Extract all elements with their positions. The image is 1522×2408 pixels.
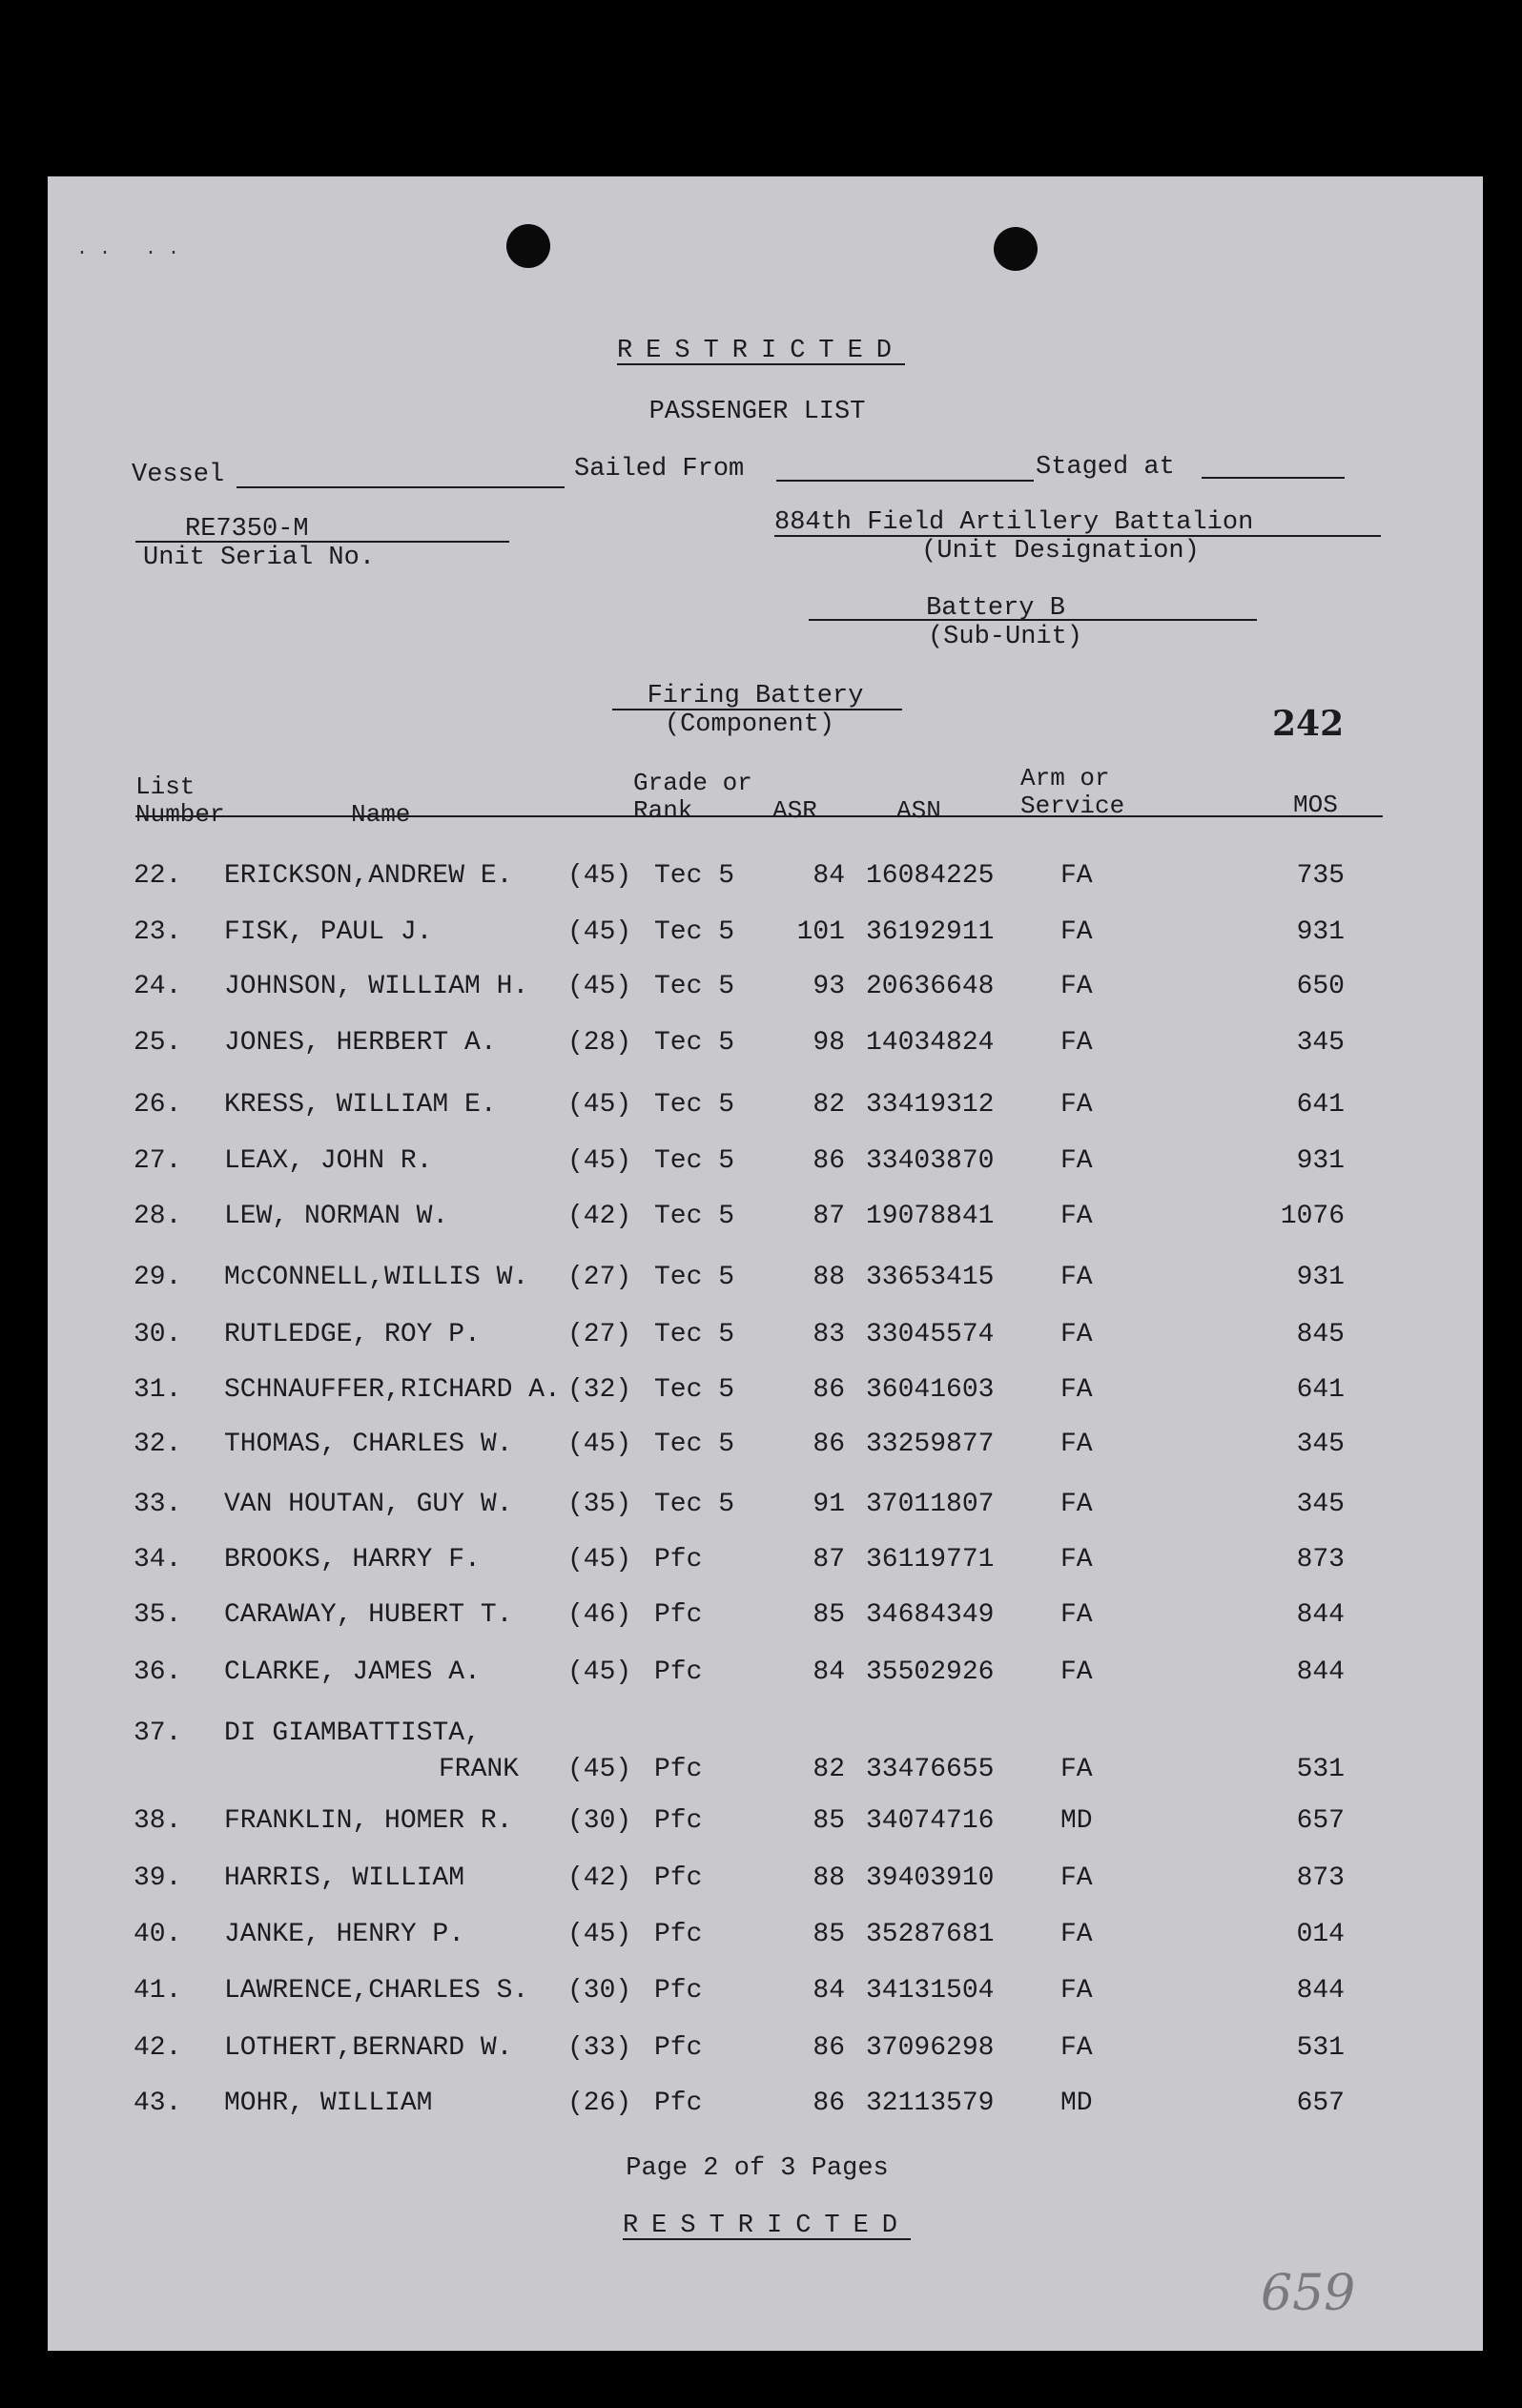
passenger-asn: 34074716 (866, 1806, 995, 1836)
passenger-name: RUTLEDGE, ROY P. (224, 1320, 481, 1349)
passenger-asr: 86 (812, 1375, 845, 1405)
passenger-mos: 931 (1296, 1263, 1345, 1292)
passenger-name: ERICKSON,ANDREW E. (224, 861, 513, 891)
passenger-age: (45) (567, 1657, 632, 1687)
row-number: 42. (134, 2033, 182, 2063)
passenger-mos: 641 (1296, 1375, 1345, 1405)
passenger-asn: 36119771 (866, 1545, 995, 1574)
passenger-arm: FA (1060, 1920, 1093, 1949)
table-row (48, 861, 1483, 899)
passenger-age: (42) (567, 1202, 632, 1231)
table-row (48, 1719, 1483, 1784)
passenger-name: FRANKLIN, HOMER R. (224, 1806, 513, 1836)
row-number: 36. (134, 1657, 182, 1687)
table-row (48, 1863, 1483, 1902)
table-row (48, 1490, 1483, 1528)
component-value: Firing Battery (647, 682, 864, 710)
passenger-name: McCONNELL,WILLIS W. (224, 1263, 529, 1292)
passenger-asn: 35287681 (866, 1920, 995, 1949)
passenger-mos: 345 (1296, 1490, 1345, 1519)
passenger-grade: Tec 5 (654, 1146, 735, 1176)
passenger-list-page (48, 176, 1483, 2351)
sub-unit-line (809, 619, 1257, 621)
passenger-asn: 37096298 (866, 2033, 995, 2063)
col-asn: ASN (896, 796, 941, 825)
passenger-mos: 844 (1296, 1600, 1345, 1630)
row-number: 38. (134, 1806, 182, 1836)
passenger-grade: Tec 5 (654, 1375, 735, 1405)
passenger-asn: 19078841 (866, 1202, 995, 1231)
passenger-arm: FA (1060, 1976, 1093, 2006)
passenger-asr: 87 (812, 1545, 845, 1574)
row-number: 40. (134, 1920, 182, 1949)
passenger-name: JOHNSON, WILLIAM H. (224, 972, 529, 1001)
passenger-name: BROOKS, HARRY F. (224, 1545, 481, 1574)
passenger-mos: 531 (1296, 1755, 1345, 1784)
table-row (48, 1430, 1483, 1468)
passenger-age: (33) (567, 2033, 632, 2063)
passenger-asr: 82 (812, 1090, 845, 1120)
passenger-age: (27) (567, 1320, 632, 1349)
passenger-name: FISK, PAUL J. (224, 917, 433, 947)
passenger-age: (46) (567, 1600, 632, 1630)
passenger-asr: 86 (812, 2089, 845, 2118)
passenger-age: (45) (567, 861, 632, 891)
passenger-grade: Pfc (654, 1976, 703, 2006)
passenger-age: (45) (567, 1755, 632, 1784)
staged-at-field-line (1202, 477, 1345, 479)
row-number: 29. (134, 1263, 182, 1292)
passenger-name: JONES, HERBERT A. (224, 1028, 497, 1058)
passenger-mos: 345 (1296, 1028, 1345, 1058)
row-number: 23. (134, 917, 182, 947)
row-number: 26. (134, 1090, 182, 1120)
passenger-asn: 14034824 (866, 1028, 995, 1058)
passenger-mos: 845 (1296, 1320, 1345, 1349)
passenger-asr: 86 (812, 1430, 845, 1459)
row-number: 41. (134, 1976, 182, 2006)
col-mos: MOS (1293, 791, 1338, 819)
col-grade-line2: Rank (633, 796, 693, 825)
col-arm (1020, 765, 1124, 820)
passenger-mos: 1076 (1280, 1202, 1345, 1231)
col-asr: ASR (772, 796, 817, 825)
restricted-footer: RESTRICTED (622, 2212, 912, 2240)
passenger-age: (30) (567, 1806, 632, 1836)
passenger-asn: 36041603 (866, 1375, 995, 1405)
table-row (48, 1806, 1483, 1844)
unit-serial-value: RE7350-M (185, 515, 309, 544)
unit-designation-label: (Unit Designation) (921, 537, 1200, 566)
row-number: 25. (134, 1028, 182, 1058)
passenger-age: (45) (567, 1920, 632, 1949)
row-number: 35. (134, 1600, 182, 1630)
passenger-asr: 88 (812, 1863, 845, 1893)
passenger-mos: 844 (1296, 1976, 1345, 2006)
col-grade-line1: Grade or (633, 769, 752, 797)
passenger-mos: 657 (1296, 1806, 1345, 1836)
passenger-arm: FA (1060, 1090, 1093, 1120)
passenger-grade: Pfc (654, 1863, 703, 1893)
table-row (48, 1375, 1483, 1413)
staged-at-label: Staged at (1036, 453, 1175, 482)
passenger-grade: Pfc (654, 1920, 703, 1949)
sub-unit-label: (Sub-Unit) (927, 623, 1083, 651)
passenger-grade: Pfc (654, 2033, 703, 2063)
passenger-grade: Tec 5 (654, 861, 735, 891)
passenger-grade: Tec 5 (654, 1202, 735, 1231)
passenger-age: (45) (567, 917, 632, 947)
passenger-grade: Tec 5 (654, 1090, 735, 1120)
passenger-asr: 87 (812, 1202, 845, 1231)
row-number: 30. (134, 1320, 182, 1349)
table-row (48, 1090, 1483, 1128)
passenger-name: JANKE, HENRY P. (224, 1920, 465, 1949)
passenger-asn: 33653415 (866, 1263, 995, 1292)
row-number: 27. (134, 1146, 182, 1176)
passenger-asn: 33419312 (866, 1090, 995, 1120)
row-number: 34. (134, 1545, 182, 1574)
table-row (48, 1320, 1483, 1358)
table-row (48, 1920, 1483, 1958)
passenger-asn: 20636648 (866, 972, 995, 1001)
passenger-arm: FA (1060, 972, 1093, 1001)
col-list-number-line2: Number (135, 800, 225, 829)
passenger-asn: 37011807 (866, 1490, 995, 1519)
passenger-name: CLARKE, JAMES A. (224, 1657, 481, 1687)
passenger-mos: 873 (1296, 1545, 1345, 1574)
passenger-arm: FA (1060, 1863, 1093, 1893)
col-arm-line2: Service (1020, 792, 1125, 820)
row-number: 43. (134, 2089, 182, 2118)
column-header-rule (135, 815, 1383, 817)
passenger-name: HARRIS, WILLIAM (224, 1863, 465, 1893)
passenger-asr: 88 (812, 1263, 845, 1292)
passenger-asr: 101 (796, 917, 845, 947)
col-list-number (135, 773, 225, 829)
passenger-mos: 735 (1296, 861, 1345, 891)
passenger-mos: 650 (1296, 972, 1345, 1001)
passenger-arm: FA (1060, 1375, 1093, 1405)
table-row (48, 1976, 1483, 2014)
passenger-grade: Tec 5 (654, 972, 735, 1001)
passenger-age: (45) (567, 972, 632, 1001)
passenger-arm: FA (1060, 1490, 1093, 1519)
passenger-name: LEW, NORMAN W. (224, 1202, 449, 1231)
component-label: (Component) (664, 710, 835, 739)
row-number: 33. (134, 1490, 182, 1519)
passenger-asr: 84 (812, 1657, 845, 1687)
passenger-arm: MD (1060, 1806, 1093, 1836)
passenger-arm: FA (1060, 1545, 1093, 1574)
unit-serial-label: Unit Serial No. (143, 544, 376, 572)
passenger-arm: FA (1060, 1657, 1093, 1687)
col-arm-line1: Arm or (1020, 764, 1110, 792)
row-number: 28. (134, 1202, 182, 1231)
passenger-asr: 82 (812, 1755, 845, 1784)
passenger-asn: 33476655 (866, 1755, 995, 1784)
passenger-grade: Pfc (654, 1657, 703, 1687)
passenger-age: (27) (567, 1263, 632, 1292)
table-row (48, 2089, 1483, 2127)
row-number: 22. (134, 861, 182, 891)
passenger-asr: 93 (812, 972, 845, 1001)
vessel-label: Vessel (132, 461, 225, 489)
sub-unit-value: Battery B (926, 594, 1065, 623)
passenger-grade: Tec 5 (654, 1028, 735, 1058)
passenger-mos: 931 (1296, 1146, 1345, 1176)
passenger-age: (35) (567, 1490, 632, 1519)
punch-hole-left (506, 224, 550, 268)
passenger-asr: 85 (812, 1600, 845, 1630)
passenger-grade: Pfc (654, 1545, 703, 1574)
passenger-name: KRESS, WILLIAM E. (224, 1090, 497, 1120)
row-number: 39. (134, 1863, 182, 1893)
passenger-mos: 014 (1296, 1920, 1345, 1949)
row-number: 37. (134, 1719, 182, 1748)
passenger-age: (26) (567, 2089, 632, 2118)
table-row (48, 1657, 1483, 1696)
passenger-arm: FA (1060, 917, 1093, 947)
passenger-arm: FA (1060, 861, 1093, 891)
table-row (48, 917, 1483, 956)
unit-designation-value: 884th Field Artillery Battalion (774, 508, 1254, 537)
passenger-arm: FA (1060, 2033, 1093, 2063)
passenger-asr: 86 (812, 2033, 845, 2063)
passenger-arm: FA (1060, 1028, 1093, 1058)
passenger-age: (45) (567, 1090, 632, 1120)
passenger-grade: Tec 5 (654, 1263, 735, 1292)
table-row (48, 1146, 1483, 1184)
punch-hole-right (994, 227, 1038, 271)
passenger-asn: 33403870 (866, 1146, 995, 1176)
passenger-asr: 85 (812, 1920, 845, 1949)
sailed-from-label: Sailed From (574, 455, 745, 484)
passenger-grade: Tec 5 (654, 1320, 735, 1349)
passenger-name: LEAX, JOHN R. (224, 1146, 433, 1176)
passenger-grade: Tec 5 (654, 917, 735, 947)
passenger-name: CARAWAY, HUBERT T. (224, 1600, 513, 1630)
vessel-field-line (237, 486, 565, 488)
passenger-mos: 345 (1296, 1430, 1345, 1459)
passenger-arm: FA (1060, 1146, 1093, 1176)
passenger-grade: Tec 5 (654, 1430, 735, 1459)
passenger-arm: FA (1060, 1600, 1093, 1630)
passenger-name: DI GIAMBATTISTA, (224, 1719, 481, 1748)
passenger-age: (45) (567, 1146, 632, 1176)
passenger-mos: 531 (1296, 2033, 1345, 2063)
passenger-grade: Pfc (654, 2089, 703, 2118)
passenger-asr: 91 (812, 1490, 845, 1519)
row-number: 24. (134, 972, 182, 1001)
table-row (48, 1600, 1483, 1638)
passenger-age: (42) (567, 1863, 632, 1893)
passenger-mos: 844 (1296, 1657, 1345, 1687)
passenger-age: (28) (567, 1028, 632, 1058)
row-number: 31. (134, 1375, 182, 1405)
passenger-asr: 83 (812, 1320, 845, 1349)
passenger-arm: FA (1060, 1320, 1093, 1349)
passenger-age: (30) (567, 1976, 632, 2006)
passenger-arm: FA (1060, 1430, 1093, 1459)
passenger-name: SCHNAUFFER,RICHARD A. (224, 1375, 561, 1405)
row-number: 32. (134, 1430, 182, 1459)
passenger-grade: Pfc (654, 1755, 703, 1784)
passenger-arm: FA (1060, 1202, 1093, 1231)
passenger-asn: 39403910 (866, 1863, 995, 1893)
passenger-mos: 641 (1296, 1090, 1345, 1120)
table-row (48, 2033, 1483, 2071)
passenger-age: (45) (567, 1545, 632, 1574)
unit-serial-line (135, 541, 509, 543)
table-row (48, 1263, 1483, 1301)
passenger-asr: 84 (812, 861, 845, 891)
col-list-number-line1: List (135, 772, 195, 801)
passenger-asn: 16084225 (866, 861, 995, 891)
page-title: PASSENGER LIST (648, 398, 866, 426)
passenger-name: LAWRENCE,CHARLES S. (224, 1976, 529, 2006)
passenger-mos: 873 (1296, 1863, 1345, 1893)
passenger-asn: 33259877 (866, 1430, 995, 1459)
col-name: Name (351, 800, 411, 829)
table-row (48, 1028, 1483, 1066)
passenger-asr: 98 (812, 1028, 845, 1058)
passenger-asr: 86 (812, 1146, 845, 1176)
passenger-asn: 34684349 (866, 1600, 995, 1630)
passenger-name: VAN HOUTAN, GUY W. (224, 1490, 513, 1519)
stamp-number: 242 (1272, 704, 1345, 744)
passenger-grade: Tec 5 (654, 1490, 735, 1519)
passenger-mos: 931 (1296, 917, 1345, 947)
passenger-name: THOMAS, CHARLES W. (224, 1430, 513, 1459)
passenger-age: (45) (567, 1430, 632, 1459)
table-row (48, 972, 1483, 1010)
table-row (48, 1202, 1483, 1240)
sailed-from-field-line (776, 480, 1034, 482)
table-row (48, 1545, 1483, 1583)
passenger-grade: Pfc (654, 1806, 703, 1836)
paper-specks: .. .. (76, 238, 192, 260)
passenger-asn: 34131504 (866, 1976, 995, 2006)
passenger-name: LOTHERT,BERNARD W. (224, 2033, 513, 2063)
passenger-asr: 84 (812, 1976, 845, 2006)
page-indicator: Page 2 of 3 Pages (626, 2154, 889, 2183)
passenger-asn: 35502926 (866, 1657, 995, 1687)
passenger-asn: 33045574 (866, 1320, 995, 1349)
passenger-asn: 32113579 (866, 2089, 995, 2118)
passenger-grade: Pfc (654, 1600, 703, 1630)
passenger-arm: FA (1060, 1755, 1093, 1784)
pencil-annotation: 659 (1261, 2265, 1356, 2322)
restricted-heading: RESTRICTED (616, 337, 906, 365)
passenger-arm: FA (1060, 1263, 1093, 1292)
passenger-name-continued: FRANK (439, 1755, 520, 1784)
passenger-age: (32) (567, 1375, 632, 1405)
passenger-mos: 657 (1296, 2089, 1345, 2118)
passenger-arm: MD (1060, 2089, 1093, 2118)
passenger-asn: 36192911 (866, 917, 995, 947)
passenger-asr: 85 (812, 1806, 845, 1836)
passenger-name: MOHR, WILLIAM (224, 2089, 433, 2118)
